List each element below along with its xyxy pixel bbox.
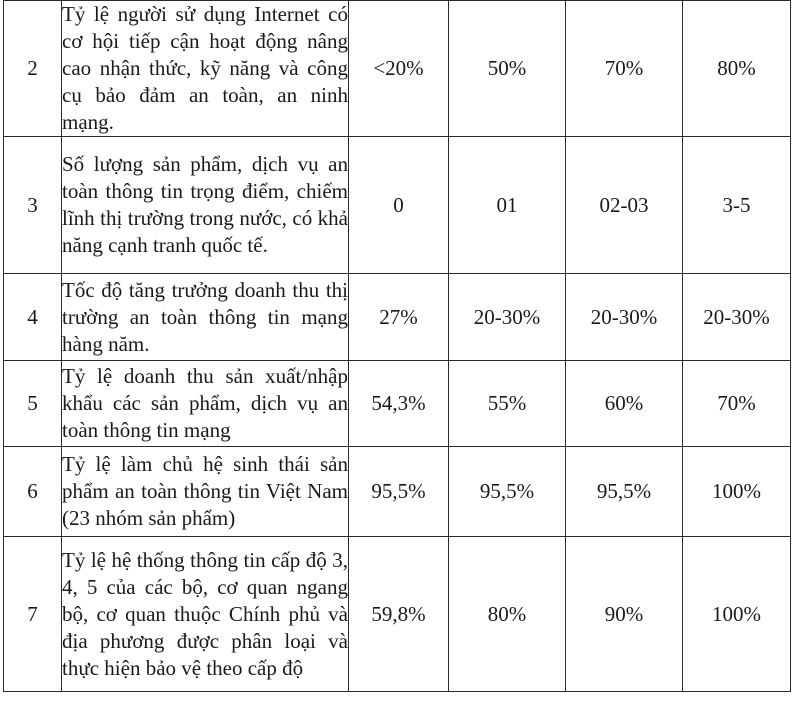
value-col-1: <20% [349, 1, 449, 137]
row-number: 6 [4, 447, 62, 537]
value-col-3: 90% [566, 537, 683, 692]
row-number: 3 [4, 137, 62, 274]
table-row [4, 537, 791, 692]
value-col-4: 80% [683, 1, 791, 137]
table-row [4, 274, 791, 361]
row-number: 2 [4, 1, 62, 137]
row-description: Tỷ lệ hệ thống thông tin cấp độ 3, 4, 5 của các bộ, cơ quan ngang bộ, cơ quan thuộc Chính phủ và địa phương được phân loại và thực hiện bảo vệ theo cấp độ [62, 537, 349, 692]
value-col-1: 95,5% [349, 447, 449, 537]
row-number: 4 [4, 274, 62, 361]
value-col-4: 100% [683, 537, 791, 692]
row-number: 7 [4, 537, 62, 692]
value-col-3: 60% [566, 361, 683, 447]
value-col-4: 20-30% [683, 274, 791, 361]
value-col-2: 80% [449, 537, 566, 692]
row-description: Tốc độ tăng trưởng doanh thu thị trường an toàn thông tin mạng hàng năm. [62, 274, 349, 361]
value-col-1: 0 [349, 137, 449, 274]
value-col-3: 02-03 [566, 137, 683, 274]
value-col-1: 59,8% [349, 537, 449, 692]
table-row [4, 361, 791, 447]
row-number: 5 [4, 361, 62, 447]
table-row [4, 447, 791, 537]
value-col-2: 01 [449, 137, 566, 274]
value-col-4: 70% [683, 361, 791, 447]
row-description: Tỷ lệ người sử dụng Internet có cơ hội tiếp cận hoạt động nâng cao nhận thức, kỹ năng và công cụ bảo đảm an toàn, an ninh mạng. [62, 1, 349, 137]
value-col-3: 20-30% [566, 274, 683, 361]
value-col-2: 95,5% [449, 447, 566, 537]
value-col-2: 20-30% [449, 274, 566, 361]
row-description: Số lượng sản phẩm, dịch vụ an toàn thông tin trọng điểm, chiếm lĩnh thị trường trong nước, có khả năng cạnh tranh quốc tế. [62, 137, 349, 274]
table-row [4, 1, 791, 137]
table-row [4, 137, 791, 274]
targets-table [3, 0, 791, 692]
value-col-1: 54,3% [349, 361, 449, 447]
value-col-4: 100% [683, 447, 791, 537]
row-description: Tỷ lệ doanh thu sản xuất/nhập khẩu các sản phẩm, dịch vụ an toàn thông tin mạng [62, 361, 349, 447]
value-col-2: 55% [449, 361, 566, 447]
row-description: Tỷ lệ làm chủ hệ sinh thái sản phẩm an toàn thông tin Việt Nam (23 nhóm sản phẩm) [62, 447, 349, 537]
value-col-4: 3-5 [683, 137, 791, 274]
value-col-2: 50% [449, 1, 566, 137]
value-col-3: 95,5% [566, 447, 683, 537]
value-col-3: 70% [566, 1, 683, 137]
value-col-1: 27% [349, 274, 449, 361]
